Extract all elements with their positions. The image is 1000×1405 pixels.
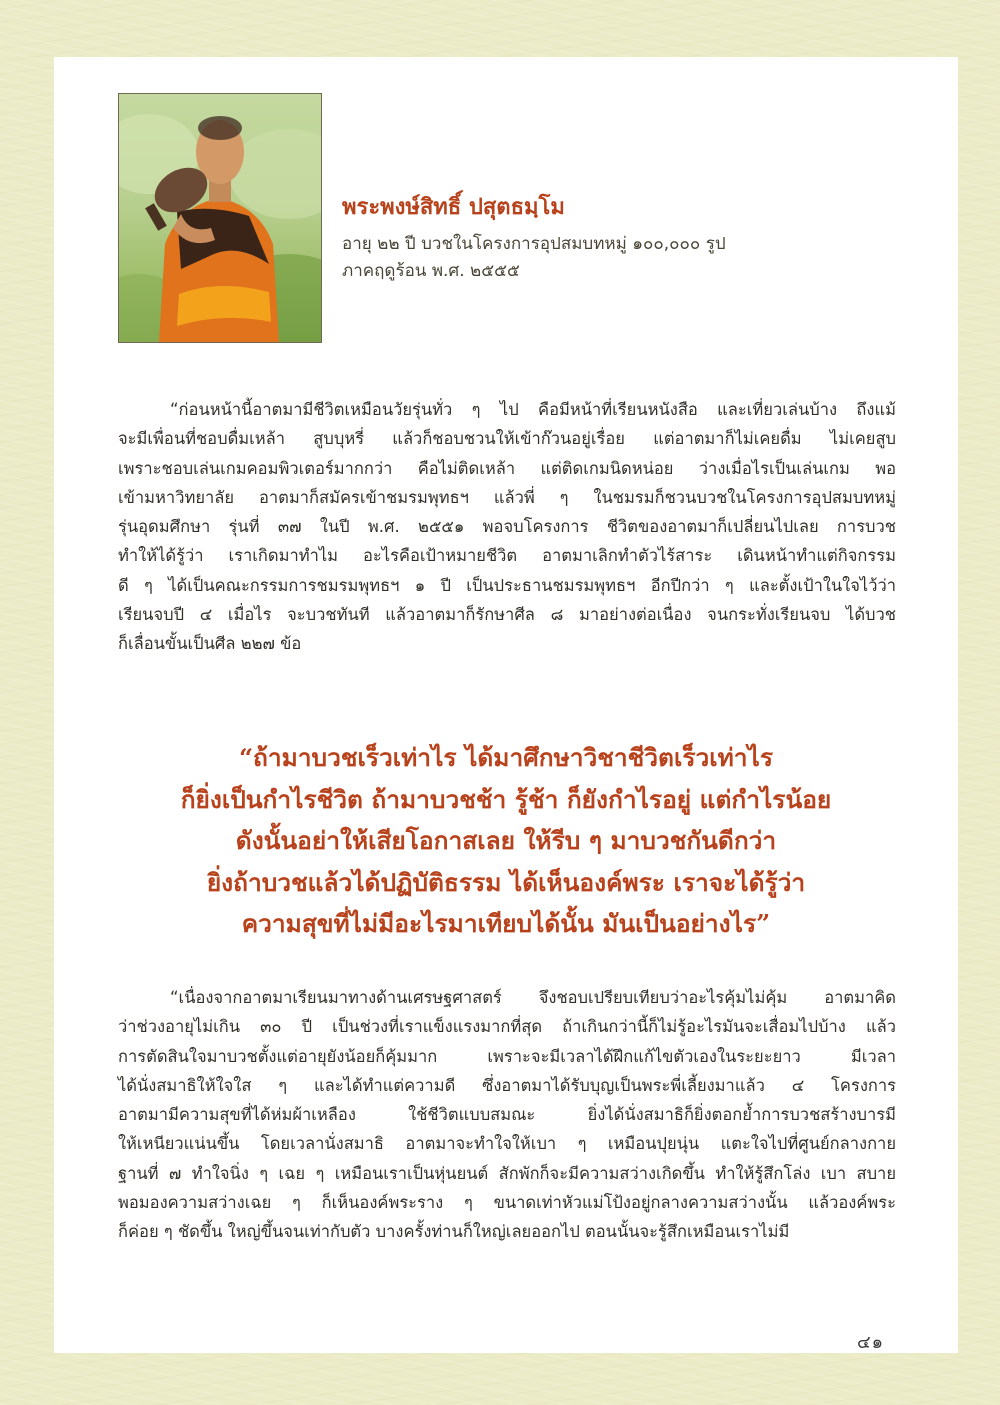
monk-age-ordination: อายุ ๒๒ ปี บวชในโครงการอุปสมบทหมู่ ๑๐๐,๐๐๐ รูป xyxy=(342,234,726,254)
quote-line: ความสุขที่ไม่มีอะไรมาเทียบได้นั้น มันเป็นอย่างไร” xyxy=(241,909,771,938)
paragraph-line: เพราะชอบเล่นเกมคอมพิวเตอร์มากกว่า คือไม่ติดเหล้า แต่ติดเกมนิดหน่อย ว่างเมื่อไรเป็นเล่นเกม พอ xyxy=(118,458,896,478)
paragraph-line: อาตมามีความสุขที่ได้ห่มผ้าเหลือง ใช้ชีวิตแบบสมณะ ยิ่งได้นั่งสมาธิก็ยิ่งตอกย้ำการบวชสร้างบารมี xyxy=(118,1105,896,1125)
paragraph-line: ดี ๆ ได้เป็นคณะกรรมการชมรมพุทธฯ ๑ ปี เป็นประธานชมรมพุทธฯ อีกปีกว่า ๆ และตั้งเป้าในใจไว้ว่า xyxy=(118,575,896,595)
paragraph-line: ว่าช่วงอายุไม่เกิน ๓๐ ปี เป็นช่วงที่เราแข็งแรงมากที่สุด ถ้าเกินกว่านี้ก็ไม่รู้อะไรมันจะเสื่อมไปบ้าง แล้ว xyxy=(118,1017,896,1037)
monk-name: พระพงษ์สิทธิ์ ปสุตธมฺโม xyxy=(342,194,565,220)
testimony-paragraph-2 xyxy=(118,983,896,1247)
paragraph-line: รุ่นอุดมศึกษา รุ่นที่ ๓๗ ในปี พ.ศ. ๒๕๕๑ พอจบโครงการ ชีวิตของอาตมาก็เปลี่ยนไปเลย การบวช xyxy=(118,517,896,537)
monk-portrait-photo xyxy=(118,93,322,343)
paragraph-line: ฐานที่ ๗ ทำใจนิ่ง ๆ เฉย ๆ เหมือนเราเป็นหุ่นยนต์ สักพักก็จะมีความสว่างเกิดขึ้น ทำให้รู้สึกโล่ง เบา สบาย xyxy=(118,1163,896,1183)
testimony-paragraph-1 xyxy=(118,395,896,659)
pull-quote xyxy=(54,737,958,945)
paragraph-line: “เนื่องจากอาตมาเรียนมาทางด้านเศรษฐศาสตร์ จึงชอบเปรียบเทียบว่าอะไรคุ้มไม่คุ้ม อาตมาคิด xyxy=(170,988,896,1007)
paragraph-line: ได้นั่งสมาธิให้ใจใส ๆ และได้ทำแต่ความดี ซึ่งอาตมาได้รับบุญเป็นพระพี่เลี้ยงมาแล้ว ๔ โครงการ xyxy=(118,1075,896,1095)
ordination-season: ภาคฤดูร้อน พ.ศ. ๒๕๕๕ xyxy=(342,261,520,281)
quote-line: ยิ่งถ้าบวชแล้วได้ปฏิบัติธรรม ได้เห็นองค์พระ เราจะได้รู้ว่า xyxy=(206,867,806,897)
monk-details xyxy=(342,231,726,285)
paragraph-line: พอมองความสว่างเฉย ๆ ก็เห็นองค์พระราง ๆ ขนาดเท่าหัวแม่โป้งอยู่กลางความสว่างนั้น แล้วองค์พระ xyxy=(118,1193,896,1213)
paragraph-line: ทำให้ได้รู้ว่า เราเกิดมาทำไม อะไรคือเป้าหมายชีวิต อาตมาเลิกทำตัวไร้สาระ เดินหน้าทำแต่กิจกรรม xyxy=(118,546,896,566)
paragraph-line: ให้เหนียวแน่นขึ้น โดยเวลานั่งสมาธิ อาตมาจะทำใจให้เบา ๆ เหมือนปุยนุ่น แตะใจไปที่ศูนย์กลางกาย xyxy=(118,1134,896,1154)
paragraph-line: เข้ามหาวิทยาลัย อาตมาก็สมัครเข้าชมรมพุทธฯ แล้วพี่ ๆ ในชมรมก็ชวนบวชในโครงการอุปสมบทหมู่ xyxy=(118,487,896,507)
page-paper xyxy=(54,57,958,1353)
paragraph-line: จะมีเพื่อนที่ชอบดื่มเหล้า สูบบุหรี่ แล้วก็ชอบชวนให้เข้าก๊วนอยู่เรื่อย แต่อาตมาก็ไม่เคยดื่ม ไม่เคยสูบ xyxy=(118,429,896,449)
paragraph-line: “ก่อนหน้านี้อาตมามีชีวิตเหมือนวัยรุ่นทั่ว ๆ ไป คือมีหน้าที่เรียนหนังสือ และเที่ยวเล่นบ้าง ถึงแม้ xyxy=(170,400,896,419)
paragraph-line: ก็ค่อย ๆ ชัดขึ้น ใหญ่ขึ้นจนเท่ากับตัว บางครั้งท่านก็ใหญ่เลยออกไป ตอนนั้นจะรู้สึกเหมือนเราไม่มี xyxy=(118,1222,790,1242)
paragraph-line: การตัดสินใจมาบวชตั้งแต่อายุยังน้อยก็คุ้มมาก เพราะจะมีเวลาได้ฝึกแก้ไขตัวเองในระยะยาว มีเวลา xyxy=(118,1046,896,1066)
quote-line: ดังนั้นอย่าให้เสียโอกาสเลย ให้รีบ ๆ มาบวชกันดีกว่า xyxy=(235,826,777,855)
page-number: ๔๑ xyxy=(857,1332,885,1353)
quote-line: “ถ้ามาบวชเร็วเท่าไร ได้มาศึกษาวิชาชีวิตเร็วเท่าไร xyxy=(238,743,774,772)
paragraph-line: เรียนจบปี ๔ เมื่อไร จะบวชทันที แล้วอาตมาก็รักษาศีล ๘ มาอย่างต่อเนื่อง จนกระทั่งเรียนจบ ได้บวช xyxy=(118,605,896,625)
paragraph-line: ก็เลื่อนขั้นเป็นศีล ๒๒๗ ข้อ xyxy=(118,634,302,654)
quote-line: ก็ยิ่งเป็นกำไรชีวิต ถ้ามาบวชช้า รู้ช้า ก็ยังกำไรอยู่ แต่กำไรน้อย xyxy=(180,784,832,814)
